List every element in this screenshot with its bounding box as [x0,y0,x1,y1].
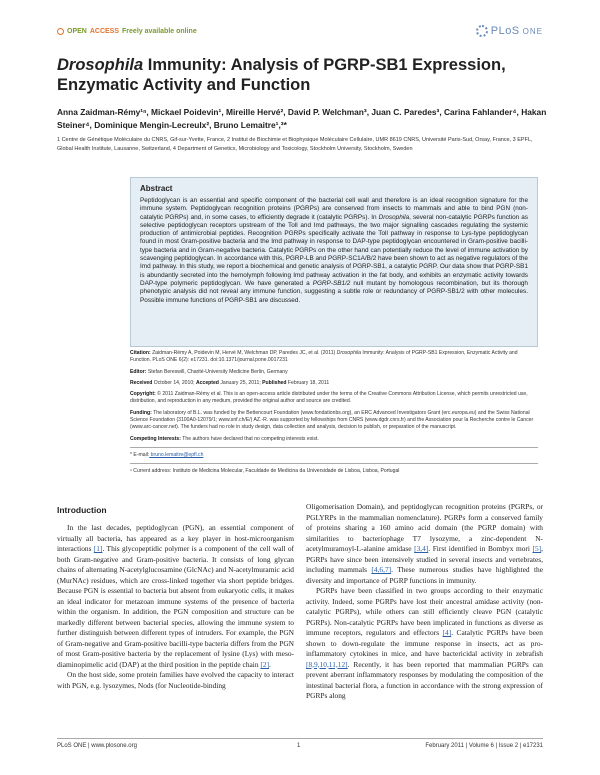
published-date: February 18, 2011 [286,379,330,386]
affiliations: 1 Centre de Génétique Moléculaire du CNRS, Gif-sur-Yvette, France, 2 Institut de Biochimie et Biophysique Moléculaire Cellulaire, UMR 8619 CNRS, Université Paris-Sud, Orsay, France, 3 EPFL, Global Health Institute, Lausanne, Switzerland, 4 Department of Genetics, Microbiology and Toxicology, Stockholm University, Stockholm, Sweden [57,137,533,152]
competing-text: The authors have declared that no competing interests exist. [180,435,319,442]
abstract-text [140,197,528,305]
right-paragraph-2 [306,586,543,702]
page-footer [57,738,543,749]
open-access-label [57,28,197,35]
article-metadata [130,350,538,480]
current-address-label: ⁿ Current address: [130,468,172,475]
right-p2-b: . Catalytic PGRPs have been shown to down-regulate the immune response in insects, act as pro-inflammatory cytokines in mice, and have bactericidal activity in zebrafish [306,628,543,658]
citation-text-2: Immunity: Analysis of PGRP-SB1 Expression, Enzymatic Activity and Function. PLoS ONE 6(2): e17231. doi:10.1371/journal.pone.0017231 [130,350,518,364]
copyright [130,391,538,406]
abstract-heading: Abstract [140,184,173,193]
open-label: OPEN [67,28,87,35]
reference-link-1[interactable]: [1] [93,544,103,553]
meta-divider-2 [130,463,538,464]
open-access-lock-icon [57,28,64,35]
journal-logo-one: ONE [522,26,543,36]
editor [130,369,538,376]
intro-p1-b: . This glycopeptidic polymer is a component of the cell wall of both Gram-negative and Gram-positive bacteria. It consists of long glycan chains of alternating N-acetylglucosamine (GlcNAc) and N-acetylmuramic acid (MurNAc) residues, which are cross-linked together via short peptide bridges. Because PGN is essential to bacteria but absent from eukaryotic cells, it makes an ideal indicator for metazoan immune systems of the presence of bacteria within the organism. In addition, the PGN composition and structure can be markedly different between bacterial species, allowing the immune system to further distinguish between different types of intruders. For example, the PGN of Gram-negative and Gram-positive bacilli-type bacteria differs from the PGN of most Gram-positive bacteria by the replacement of lysine (Lys) with meso-diaminopimelic acid (DAP) at the third position in the peptide chain [57,544,294,669]
article-title [57,55,547,95]
abstract-text-2: , several non-catalytic PGRPs function as selective peptidoglycan receptors upstream of the Toll and Imd pathways, the two major signalling cascades regulating the systemic production of antimicrobial peptides. Recognition PGRPs specifically activate the Toll pathway in response to Lys-type peptidoglycan found in most Gram-positive bacteria and the Imd pathway in response to DAP-type peptidoglycan encountered in Gram-positive bacilli-type bacteria and in Gram-negative bacteria. Catalytic PGRPs on the other hand can potentially reduce the level of immune activation by scavenging peptidoglycan. In accordance with this, PGRP-LB and PGRP-SC1A/B/2 have been shown to act as negative regulators of the Imd pathway. In this study, we report a biochemical and genetic analysis of PGRP-SB1, a catalytic PGRP. Our data show that PGRP-SB1 is abundantly secreted into the hemolymph following Imd pathway activation in the fat body, and exhibits an enzymatic activity towards DAP-type polymeric peptidoglycan. We have generated a [140,213,528,287]
reference-link-4-6-7[interactable]: [4,6,7] [371,565,392,574]
citation [130,350,538,365]
funding-text: The laboratory of B.L. was funded by the Bettencourt Foundation (www.fondationbs.org), an ERC Advanced Investigators Grant (erc.europa.eu) and the Swiss National Science Foundation (3100A0-12079/1; www.snf.ch/E/) AZ.-R. was supported by fellowships from CNRS (www.dgdr.cnrs.fr) and the Association pour la Recherche contre le Cancer (www.arc-cancer.net). The funders had no role in study design, data collection and analysis, decision to publish, or preparation of the manuscript. [130,409,534,431]
introduction-heading: Introduction [57,505,107,515]
citation-italic: Drosophila [336,350,362,356]
right-p2-c: . Recently, it has been reported that mammalian PGRPs can prevent aberrant inflammatory responses by modulating the composition of the intestinal bacterial flora, a function in accordance with the strong expression of PGRPs along [306,659,543,700]
competing-label: Competing Interests: [130,435,181,442]
reference-link-5[interactable]: [5] [532,544,542,553]
accepted-label: Accepted [195,379,219,386]
received-label: Received [130,379,153,386]
author-list: Anna Zaidman-Rémy¹ⁿ, Mickael Poidevin¹, Mireille Hervé², David P. Welchman³, Juan C. Paredes³, Carina Fahlander⁴, Hakan Steiner⁴, Dominique Mengin-Lecreulx², Bruno Lemaitre¹,³* [57,107,547,130]
citation-label: Citation: [130,350,151,356]
freely-available-label: Freely available online [122,28,197,35]
right-p1-c: , PGRPs have since been intensively studied in several insects and vertebrates, including mammals [306,544,543,574]
received-date: October 14, 2010; [152,379,196,386]
current-address [130,468,538,475]
meta-divider [130,447,538,448]
journal-logo [476,25,543,37]
intro-p1-a: In the last decades, peptidoglycan (PGN), an essential component of virtually all bacteria, has appeared as a key player in host-microorganism interactions [57,523,294,553]
current-address-text: Instituto de Medicina Molecular, Faculdade de Medicina da Universidade de Lisboa, Lisboa, Portugal [171,468,400,475]
right-p1-d: . These numerous studies have highlighted the diversity and importance of PGRP functions in immunity. [306,565,543,585]
abstract-italic-2: PGRP-SB1/2 [312,279,351,287]
footer-issue: February 2011 | Volume 6 | Issue 2 | e17231 [425,743,543,749]
reference-link-8-12[interactable]: [8,9,10,11,12] [306,659,348,669]
abstract-italic-1: Drosophila [378,213,410,221]
intro-paragraph-2: On the host side, some protein families have evolved the capacity to interact with PGN, e.g. lysozymes, Nods (for Nucleotide-binding [57,670,294,690]
abstract-box [130,177,538,347]
right-p1-a: Oligomerisation Domain), and peptidoglycan recognition proteins (PGRPs, or PGLYRPs in the mammalian nomenclature). PGRPs form a conserved family of proteins sharing a 160 amino acid domain (the PGRP domain) with similarities to bacteriophage T7 lysozyme, a zinc-dependent N-acetylmuramoyl-L-alanine amidase [306,502,543,553]
right-p1-b: . First identified in Bombyx mori [428,544,533,553]
copyright-label: Copyright: [130,391,156,398]
funding [130,410,538,432]
article-title-rest: Immunity: Analysis of PGRP-SB1 Expression, Enzymatic Activity and Function [57,56,506,94]
dates [130,380,538,387]
copyright-text: © 2011 Zaidman-Rémy et al. This is an open-access article distributed under the terms of the Creative Commons Attribution License, which permits unrestricted use, distribution, and reproduction in any medium, provided the original author and source are credited. [130,391,528,405]
published-label: Published [262,379,287,386]
journal-logo-plos: PLoS [490,25,520,37]
accepted-date: January 25, 2011; [218,379,263,386]
reference-link-4[interactable]: [4] [442,628,452,637]
footer-journal: PLoS ONE | www.plosone.org [57,743,137,749]
editor-text: Stefan Bereswill, Charité-University Medicine Berlin, Germany [146,368,288,375]
abstract-text-1: Peptidoglycan is an essential and specific component of the bacterial cell wall and therefore is an ideal recognition signature for the immune system. Peptidoglycan recognition proteins (PGRPs) are conserved from insects to mammals and able to bind PGN (non-catalytic PGRPs) and, in some cases, to efficiently degrade it (catalytic PGRPs). In [140,197,528,221]
intro-p1-c: . [269,659,271,669]
editor-label: Editor: [130,368,147,375]
right-p2-a: PGRPs have been classified in two groups according to their enzymatic activity. Indeed, some PGRPs have lost their ancestral amidase activity (non-catalytic PGRPs), while others can still efficiently cleave PGN (catalytic PGRPs). Non-catalytic PGRPs have been implicated in functions as diverse as immune receptors, regulators and effectors [306,586,543,637]
abstract-text-3: null mutant by homologous recombination, but its thorough phenotypic analysis did not reveal any immune function, suggesting a subtle role or redundancy of PGRP-SB1/2 with other molecules. Possible immune functions of PGRP-SB1 are discussed. [140,279,528,304]
email-link[interactable]: bruno.lemaitre@epfl.ch [149,451,204,458]
right-paragraph-1 [306,502,543,586]
reference-link-2[interactable]: [2] [260,659,270,669]
body-right-column [306,502,543,702]
funding-label: Funding: [130,409,152,416]
intro-paragraph-1 [57,523,294,670]
footer-page-number: 1 [297,743,301,749]
access-label: ACCESS [89,28,120,35]
email [130,452,538,459]
body-left-column [57,505,294,691]
article-title-italic: Drosophila [57,56,144,74]
email-label: * E-mail: [130,451,150,458]
citation-text-1: Zaidman-Rémy A, Poidevin M, Hervé M, Welchman DP, Paredes JC, et al. (2011) [150,350,337,356]
page-header [57,25,543,42]
competing-interests [130,436,538,443]
plos-sun-icon [476,25,488,37]
reference-link-3-4[interactable]: [3,4] [414,544,429,553]
